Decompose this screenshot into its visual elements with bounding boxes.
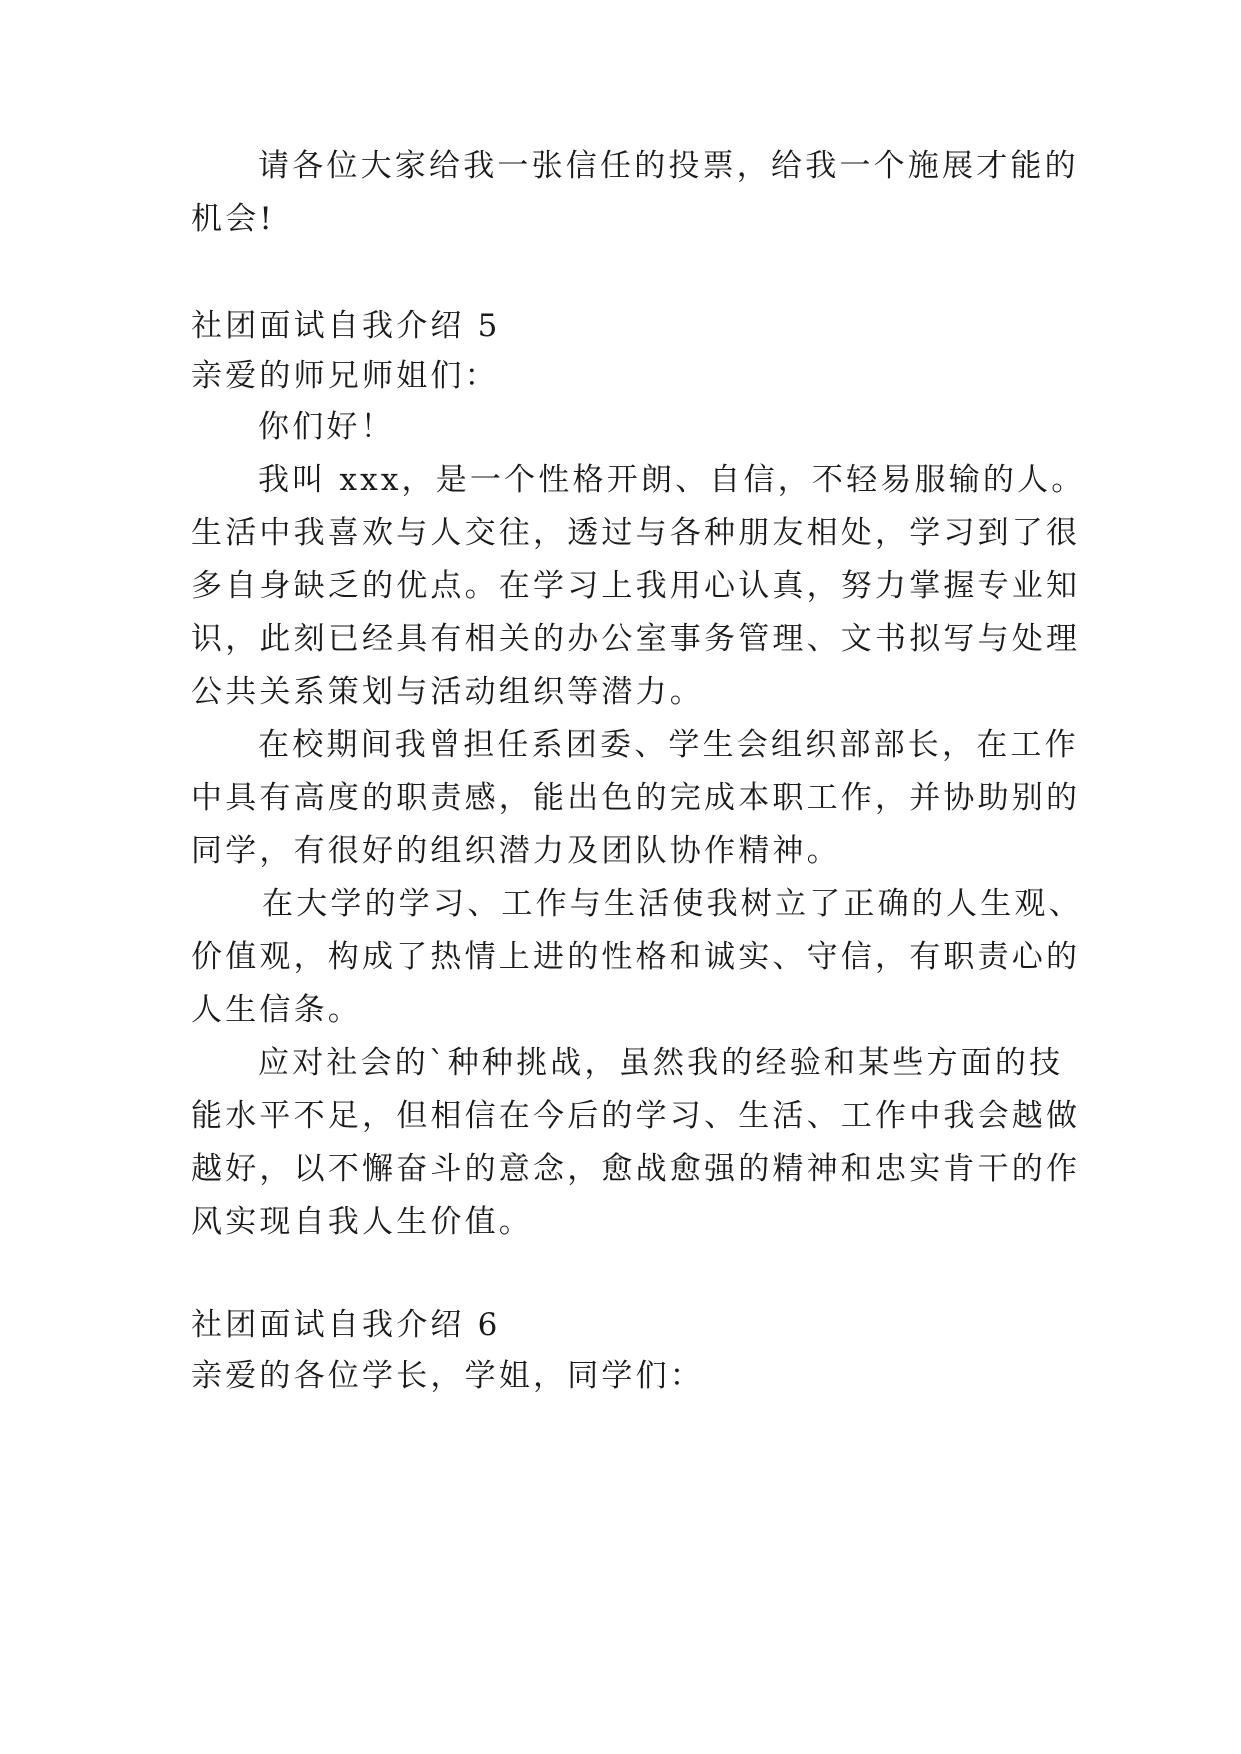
section-5-para3-line1: 在大学的学习、工作与生活使我树立了正确的人生观、 bbox=[262, 886, 1083, 922]
section-5-greeting: 亲爱的师兄师姐们： bbox=[191, 358, 499, 394]
section-5-para2-line1: 在校期间我曾担任系团委、学生会组织部部长，在工作 bbox=[258, 727, 1079, 763]
section-5-para4-line2: 能水平不足，但相信在今后的学习、生活、工作中我会越做 bbox=[191, 1098, 1081, 1134]
section-5-para1-line5: 公共关系策划与活动组织等潜力。 bbox=[191, 674, 704, 710]
closing-line-1: 请各位大家给我一张信任的投票，给我一个施展才能的 bbox=[258, 148, 1079, 184]
section-6-greeting: 亲爱的各位学长，学姐，同学们： bbox=[191, 1358, 704, 1394]
section-5-para3-line3: 人生信条。 bbox=[191, 992, 362, 1028]
section-5-para4-line3: 越好，以不懈奋斗的意念，愈战愈强的精神和忠实肯干的作 bbox=[191, 1151, 1081, 1187]
section-5-para3-line2: 价值观，构成了热情上进的性格和诚实、守信，有职责心的 bbox=[191, 939, 1081, 975]
section-5-title: 社团面试自我介绍 5 bbox=[191, 308, 501, 344]
section-5-hello: 你们好！ bbox=[258, 409, 395, 445]
section-5-para1-line1: 我叫 xxx，是一个性格开朗、自信，不轻易服输的人。 bbox=[258, 462, 1086, 498]
section-5-para2-line2: 中具有高度的职责感，能出色的完成本职工作，并协助别的 bbox=[191, 780, 1081, 816]
section-5-para2-line3: 同学，有很好的组织潜力及团队协作精神。 bbox=[191, 833, 841, 869]
section-5-para1-line4: 识，此刻已经具有相关的办公室事务管理、文书拟写与处理 bbox=[191, 621, 1081, 657]
section-5-para1-line3: 多自身缺乏的优点。在学习上我用心认真，努力掌握专业知 bbox=[191, 568, 1081, 604]
section-5-para4-line4: 风实现自我人生价值。 bbox=[191, 1204, 533, 1240]
section-5-para4-line1: 应对社会的`种种挑战，虽然我的经验和某些方面的技 bbox=[258, 1045, 1064, 1081]
section-5-para1-line2: 生活中我喜欢与人交往，透过与各种朋友相处，学习到了很 bbox=[191, 515, 1081, 551]
closing-line-2: 机会! bbox=[191, 201, 276, 237]
section-6-title: 社团面试自我介绍 6 bbox=[191, 1307, 501, 1343]
